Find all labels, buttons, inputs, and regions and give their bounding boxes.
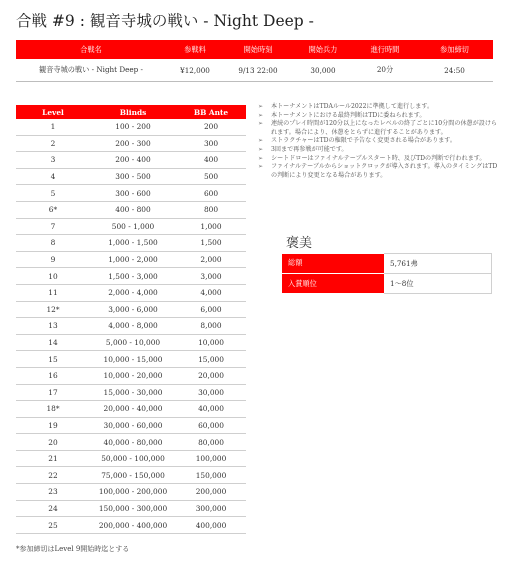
blind-level-row xyxy=(16,119,246,135)
blinds-body xyxy=(16,119,246,533)
blind-level-row xyxy=(16,318,246,335)
rule-item xyxy=(258,112,498,121)
summary-header-row xyxy=(16,40,493,59)
blind-blinds-cell: 100,000 - 200,000 xyxy=(90,484,176,501)
blind-level-cell: 25 xyxy=(16,517,90,534)
blind-level-row xyxy=(16,434,246,451)
blind-blinds-cell: 1,500 - 3,000 xyxy=(90,268,176,285)
arrow-bullet-icon: ➢ xyxy=(258,111,264,119)
arrow-bullet-icon: ➢ xyxy=(258,154,264,162)
blind-blinds-cell: 200 - 300 xyxy=(90,135,176,152)
summary-header-starting-stack: 開始兵力 xyxy=(292,40,354,59)
blind-level-cell: 23 xyxy=(16,484,90,501)
rule-text: 連続のプレイ時間が120分以上になったレベルの終了ごとに10分間の休憩が設けられます。場合により、休憩をとらずに進行することがあります。 xyxy=(271,120,498,136)
blind-bb-ante-cell: 30,000 xyxy=(176,384,246,401)
blind-level-row xyxy=(16,185,246,202)
prize-table xyxy=(282,253,492,294)
blind-bb-ante-cell: 200,000 xyxy=(176,484,246,501)
blind-bb-ante-cell: 15,000 xyxy=(176,351,246,368)
blind-blinds-cell: 2,000 - 4,000 xyxy=(90,284,176,301)
blind-level-cell: 5 xyxy=(16,185,90,202)
blind-bb-ante-cell: 300 xyxy=(176,135,246,152)
blind-level-cell: 8 xyxy=(16,235,90,252)
blind-blinds-cell: 400 - 800 xyxy=(90,201,176,218)
blind-level-row xyxy=(16,152,246,169)
blind-blinds-cell: 15,000 - 30,000 xyxy=(90,384,176,401)
blind-level-cell: 1 xyxy=(16,119,90,135)
blind-level-row xyxy=(16,218,246,235)
blinds-header-bb-ante: BB Ante xyxy=(176,105,246,119)
blinds-header-blinds: Blinds xyxy=(90,105,176,119)
blind-blinds-cell: 40,000 - 80,000 xyxy=(90,434,176,451)
rule-text: 本トーナメントにおける最終判断はTDに委ねられます。 xyxy=(271,111,426,119)
blind-blinds-cell: 75,000 - 150,000 xyxy=(90,467,176,484)
blind-bb-ante-cell: 200 xyxy=(176,119,246,135)
prize-row xyxy=(282,274,492,294)
blind-level-cell: 19 xyxy=(16,417,90,434)
blind-blinds-cell: 200,000 - 400,000 xyxy=(90,517,176,534)
summary-header-fee: 参戦料 xyxy=(166,40,224,59)
blind-level-row xyxy=(16,268,246,285)
arrow-bullet-icon: ➢ xyxy=(258,137,264,145)
blind-bb-ante-cell: 400,000 xyxy=(176,517,246,534)
blind-bb-ante-cell: 3,000 xyxy=(176,268,246,285)
rule-item xyxy=(258,103,498,112)
blind-level-cell: 11 xyxy=(16,284,90,301)
arrow-bullet-icon: ➢ xyxy=(258,145,264,153)
blind-blinds-cell: 100 - 200 xyxy=(90,119,176,135)
blind-blinds-cell: 30,000 - 60,000 xyxy=(90,417,176,434)
blind-level-cell: 13 xyxy=(16,318,90,335)
blind-level-row xyxy=(16,251,246,268)
blind-blinds-cell: 150,000 - 300,000 xyxy=(90,500,176,517)
blind-level-cell: 20 xyxy=(16,434,90,451)
blind-level-row xyxy=(16,467,246,484)
blinds-header-row xyxy=(16,105,246,119)
blind-blinds-cell: 3,000 - 6,000 xyxy=(90,301,176,318)
blind-level-cell: 6* xyxy=(16,201,90,218)
arrow-bullet-icon: ➢ xyxy=(258,163,264,171)
blind-level-row xyxy=(16,235,246,252)
blind-level-cell: 9 xyxy=(16,251,90,268)
prize-label: 入賞順位 xyxy=(282,274,384,294)
blind-level-cell: 16 xyxy=(16,367,90,384)
summary-row xyxy=(16,59,493,82)
prize-body xyxy=(282,254,492,294)
blind-blinds-cell: 300 - 500 xyxy=(90,168,176,185)
rule-item xyxy=(258,120,498,137)
blind-level-cell: 22 xyxy=(16,467,90,484)
blind-bb-ante-cell: 600 xyxy=(176,185,246,202)
blind-bb-ante-cell: 8,000 xyxy=(176,318,246,335)
blind-bb-ante-cell: 2,000 xyxy=(176,251,246,268)
blind-bb-ante-cell: 4,000 xyxy=(176,284,246,301)
blind-bb-ante-cell: 150,000 xyxy=(176,467,246,484)
arrow-bullet-icon: ➢ xyxy=(258,120,264,128)
blind-level-row xyxy=(16,168,246,185)
blind-blinds-cell: 20,000 - 40,000 xyxy=(90,401,176,418)
blind-bb-ante-cell: 300,000 xyxy=(176,500,246,517)
blind-bb-ante-cell: 1,500 xyxy=(176,235,246,252)
blind-level-row xyxy=(16,301,246,318)
rule-text: シートドローはファイナルテーブルスタート時、及びTDの判断で行われます。 xyxy=(271,154,486,162)
blind-level-row xyxy=(16,201,246,218)
blind-level-cell: 3 xyxy=(16,152,90,169)
rule-text: ファイナルテーブルからショットクロックが導入されます。導入のタイミングはTDの判断により変更となる場合があります。 xyxy=(271,163,498,179)
summary-start-time: 9/13 22:00 xyxy=(224,59,292,82)
prize-value: 5,761弗 xyxy=(384,254,492,274)
blind-level-row xyxy=(16,135,246,152)
blind-bb-ante-cell: 500 xyxy=(176,168,246,185)
summary-header-level-time: 進行時間 xyxy=(354,40,416,59)
blind-blinds-cell: 1,000 - 1,500 xyxy=(90,235,176,252)
rule-item xyxy=(258,137,498,146)
blind-level-row xyxy=(16,484,246,501)
prize-row xyxy=(282,254,492,274)
summary-name: 観音寺城の戦い - Night Deep - xyxy=(16,59,166,82)
blind-level-cell: 15 xyxy=(16,351,90,368)
blind-level-cell: 18* xyxy=(16,401,90,418)
page-title: 合戦 #9 : 観音寺城の戦い - Night Deep - xyxy=(16,12,314,30)
blind-level-cell: 17 xyxy=(16,384,90,401)
blind-level-row xyxy=(16,334,246,351)
rules-list xyxy=(258,103,498,180)
blind-bb-ante-cell: 400 xyxy=(176,152,246,169)
blind-blinds-cell: 200 - 400 xyxy=(90,152,176,169)
blind-level-cell: 14 xyxy=(16,334,90,351)
late-reg-footnote: *参加締切はLevel 9開始時迄とする xyxy=(16,545,130,553)
blind-level-row xyxy=(16,401,246,418)
blind-level-row xyxy=(16,500,246,517)
rule-item xyxy=(258,163,498,180)
blind-blinds-cell: 50,000 - 100,000 xyxy=(90,450,176,467)
blind-blinds-cell: 4,000 - 8,000 xyxy=(90,318,176,335)
blind-level-row xyxy=(16,284,246,301)
rule-item xyxy=(258,146,498,155)
blind-blinds-cell: 1,000 - 2,000 xyxy=(90,251,176,268)
blind-blinds-cell: 500 - 1,000 xyxy=(90,218,176,235)
blind-bb-ante-cell: 40,000 xyxy=(176,401,246,418)
blind-level-cell: 21 xyxy=(16,450,90,467)
blind-bb-ante-cell: 100,000 xyxy=(176,450,246,467)
blind-level-row xyxy=(16,367,246,384)
blind-level-cell: 4 xyxy=(16,168,90,185)
summary-starting-stack: 30,000 xyxy=(292,59,354,82)
summary-level-time: 20分 xyxy=(354,59,416,82)
rule-text: ストラクチャーはTDの権限で予告なく変更される場合があります。 xyxy=(271,137,456,145)
blind-level-row xyxy=(16,351,246,368)
blind-level-cell: 10 xyxy=(16,268,90,285)
blind-bb-ante-cell: 80,000 xyxy=(176,434,246,451)
blind-level-row xyxy=(16,450,246,467)
rule-text: 3回まで再参戦が可能です。 xyxy=(271,145,348,153)
blind-level-cell: 2 xyxy=(16,135,90,152)
blind-bb-ante-cell: 1,000 xyxy=(176,218,246,235)
summary-header-name: 合戦名 xyxy=(16,40,166,59)
prize-label: 総額 xyxy=(282,254,384,274)
blind-structure-table xyxy=(16,105,246,534)
blind-bb-ante-cell: 800 xyxy=(176,201,246,218)
summary-late-reg: 24:50 xyxy=(416,59,493,82)
blind-level-cell: 24 xyxy=(16,500,90,517)
blind-level-cell: 7 xyxy=(16,218,90,235)
summary-fee: ¥12,000 xyxy=(166,59,224,82)
blinds-header-level: Level xyxy=(16,105,90,119)
blind-bb-ante-cell: 6,000 xyxy=(176,301,246,318)
blind-bb-ante-cell: 10,000 xyxy=(176,334,246,351)
blind-blinds-cell: 10,000 - 15,000 xyxy=(90,351,176,368)
tournament-summary-table xyxy=(16,40,493,82)
blind-blinds-cell: 5,000 - 10,000 xyxy=(90,334,176,351)
blind-level-cell: 12* xyxy=(16,301,90,318)
blind-level-row xyxy=(16,417,246,434)
blind-bb-ante-cell: 20,000 xyxy=(176,367,246,384)
prize-value: 1～8位 xyxy=(384,274,492,294)
blind-blinds-cell: 10,000 - 20,000 xyxy=(90,367,176,384)
rule-item xyxy=(258,155,498,164)
arrow-bullet-icon: ➢ xyxy=(258,103,264,110)
blind-level-row xyxy=(16,517,246,534)
blind-level-row xyxy=(16,384,246,401)
summary-header-start-time: 開始時刻 xyxy=(224,40,292,59)
blind-blinds-cell: 300 - 600 xyxy=(90,185,176,202)
prize-title: 褒美 xyxy=(286,236,313,251)
rule-text: 本トーナメントはTDAルール2022に準拠して進行します。 xyxy=(271,103,434,110)
blind-bb-ante-cell: 60,000 xyxy=(176,417,246,434)
summary-header-late-reg: 参加締切 xyxy=(416,40,493,59)
